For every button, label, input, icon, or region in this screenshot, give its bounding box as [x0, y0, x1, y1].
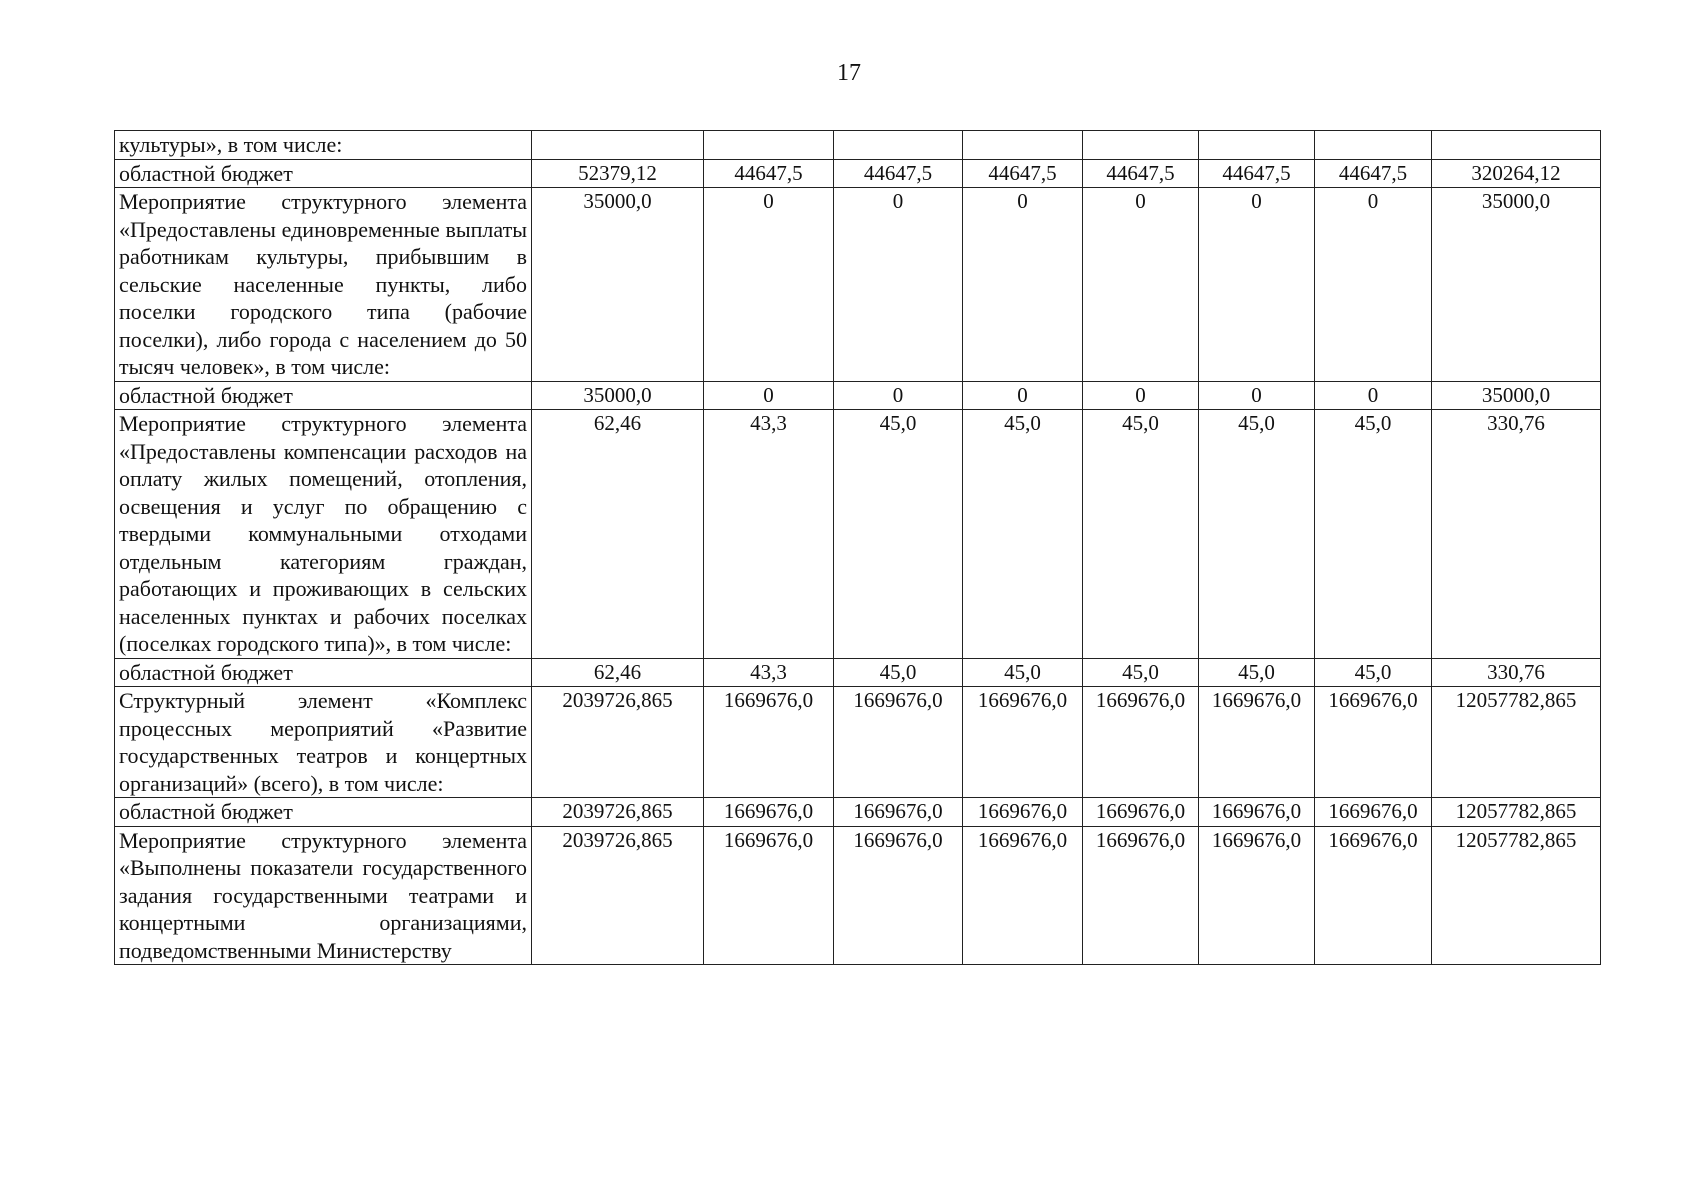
row-description: Структурный элемент «Комплекс процессных мероприятий «Развитие государственных театров и концертных организаций» (всего), в том числе: [115, 687, 532, 798]
row-description: Мероприятие структурного элемента «Предоставлены единовременные выплаты работникам культуры, прибывшим в сельские населенные пункты, либо поселки городского типа (рабочие поселки), либо города с населением до 50 тысяч человек», в том числе: [115, 188, 532, 382]
value-cell: 0 [704, 188, 834, 382]
row-description: Мероприятие структурного элемента «Предоставлены компенсации расходов на оплату жилых помещений, отопления, освещения и услуг по обращению с твердыми коммунальными отходами отдельным категориям граждан, работающих и проживающих в сельских населенных пунктах и рабочих поселках (поселках городского типа)», в том числе: [115, 410, 532, 659]
value-cell: 2039726,865 [532, 798, 704, 827]
value-cell: 0 [963, 381, 1083, 410]
value-cell: 1669676,0 [704, 826, 834, 965]
table-row [115, 381, 1601, 410]
value-cell: 45,0 [963, 410, 1083, 659]
value-cell: 0 [963, 188, 1083, 382]
value-cell: 0 [1315, 188, 1432, 382]
value-cell: 1669676,0 [963, 798, 1083, 827]
value-cell: 0 [1199, 381, 1315, 410]
value-cell: 1669676,0 [704, 798, 834, 827]
value-cell: 45,0 [834, 658, 963, 687]
value-cell: 1669676,0 [963, 826, 1083, 965]
value-cell [1199, 131, 1315, 160]
value-cell: 35000,0 [532, 188, 704, 382]
value-cell: 62,46 [532, 410, 704, 659]
page-number: 17 [837, 60, 861, 86]
value-cell: 1669676,0 [1083, 826, 1199, 965]
value-cell: 45,0 [1199, 658, 1315, 687]
value-cell: 44647,5 [1083, 159, 1199, 188]
value-cell [1315, 131, 1432, 160]
total-cell [1432, 131, 1601, 160]
value-cell: 1669676,0 [1315, 826, 1432, 965]
table-row [115, 798, 1601, 827]
value-cell: 44647,5 [1199, 159, 1315, 188]
value-cell: 1669676,0 [834, 826, 963, 965]
value-cell [963, 131, 1083, 160]
value-cell [704, 131, 834, 160]
table-row [115, 687, 1601, 798]
value-cell: 1669676,0 [1199, 826, 1315, 965]
row-description: Мероприятие структурного элемента «Выполнены показатели государственного задания государственными театрами и концертными организациями, подведомственными Министерству [115, 826, 532, 965]
row-description: областной бюджет [115, 798, 532, 827]
value-cell: 1669676,0 [963, 687, 1083, 798]
value-cell: 1669676,0 [1083, 798, 1199, 827]
value-cell: 43,3 [704, 410, 834, 659]
table-row [115, 188, 1601, 382]
total-cell: 35000,0 [1432, 188, 1601, 382]
total-cell: 330,76 [1432, 410, 1601, 659]
value-cell: 45,0 [963, 658, 1083, 687]
value-cell: 0 [1199, 188, 1315, 382]
value-cell: 45,0 [1315, 658, 1432, 687]
value-cell: 0 [1083, 381, 1199, 410]
value-cell: 0 [704, 381, 834, 410]
value-cell: 1669676,0 [834, 798, 963, 827]
value-cell [532, 131, 704, 160]
value-cell: 44647,5 [704, 159, 834, 188]
value-cell: 1669676,0 [1199, 687, 1315, 798]
value-cell: 0 [1315, 381, 1432, 410]
value-cell: 45,0 [1199, 410, 1315, 659]
row-description: культуры», в том числе: [115, 131, 532, 160]
value-cell: 52379,12 [532, 159, 704, 188]
value-cell: 44647,5 [963, 159, 1083, 188]
table-row [115, 826, 1601, 965]
value-cell [834, 131, 963, 160]
value-cell: 0 [834, 381, 963, 410]
value-cell: 1669676,0 [1199, 798, 1315, 827]
value-cell: 2039726,865 [532, 826, 704, 965]
row-description: областной бюджет [115, 159, 532, 188]
value-cell: 44647,5 [834, 159, 963, 188]
budget-table [114, 130, 1601, 965]
row-description: областной бюджет [115, 381, 532, 410]
value-cell: 1669676,0 [1315, 798, 1432, 827]
value-cell: 45,0 [1315, 410, 1432, 659]
value-cell: 45,0 [1083, 410, 1199, 659]
row-description: областной бюджет [115, 658, 532, 687]
budget-table-body [115, 131, 1601, 965]
total-cell: 330,76 [1432, 658, 1601, 687]
table-row [115, 159, 1601, 188]
value-cell: 1669676,0 [704, 687, 834, 798]
value-cell: 62,46 [532, 658, 704, 687]
table-row [115, 410, 1601, 659]
table-row [115, 131, 1601, 160]
value-cell: 0 [1083, 188, 1199, 382]
value-cell: 1669676,0 [1083, 687, 1199, 798]
value-cell: 45,0 [1083, 658, 1199, 687]
total-cell: 12057782,865 [1432, 826, 1601, 965]
value-cell: 1669676,0 [1315, 687, 1432, 798]
value-cell: 45,0 [834, 410, 963, 659]
value-cell: 1669676,0 [834, 687, 963, 798]
total-cell: 12057782,865 [1432, 798, 1601, 827]
value-cell: 2039726,865 [532, 687, 704, 798]
value-cell [1083, 131, 1199, 160]
value-cell: 43,3 [704, 658, 834, 687]
value-cell: 35000,0 [532, 381, 704, 410]
value-cell: 0 [834, 188, 963, 382]
total-cell: 320264,12 [1432, 159, 1601, 188]
total-cell: 35000,0 [1432, 381, 1601, 410]
value-cell: 44647,5 [1315, 159, 1432, 188]
total-cell: 12057782,865 [1432, 687, 1601, 798]
table-row [115, 658, 1601, 687]
